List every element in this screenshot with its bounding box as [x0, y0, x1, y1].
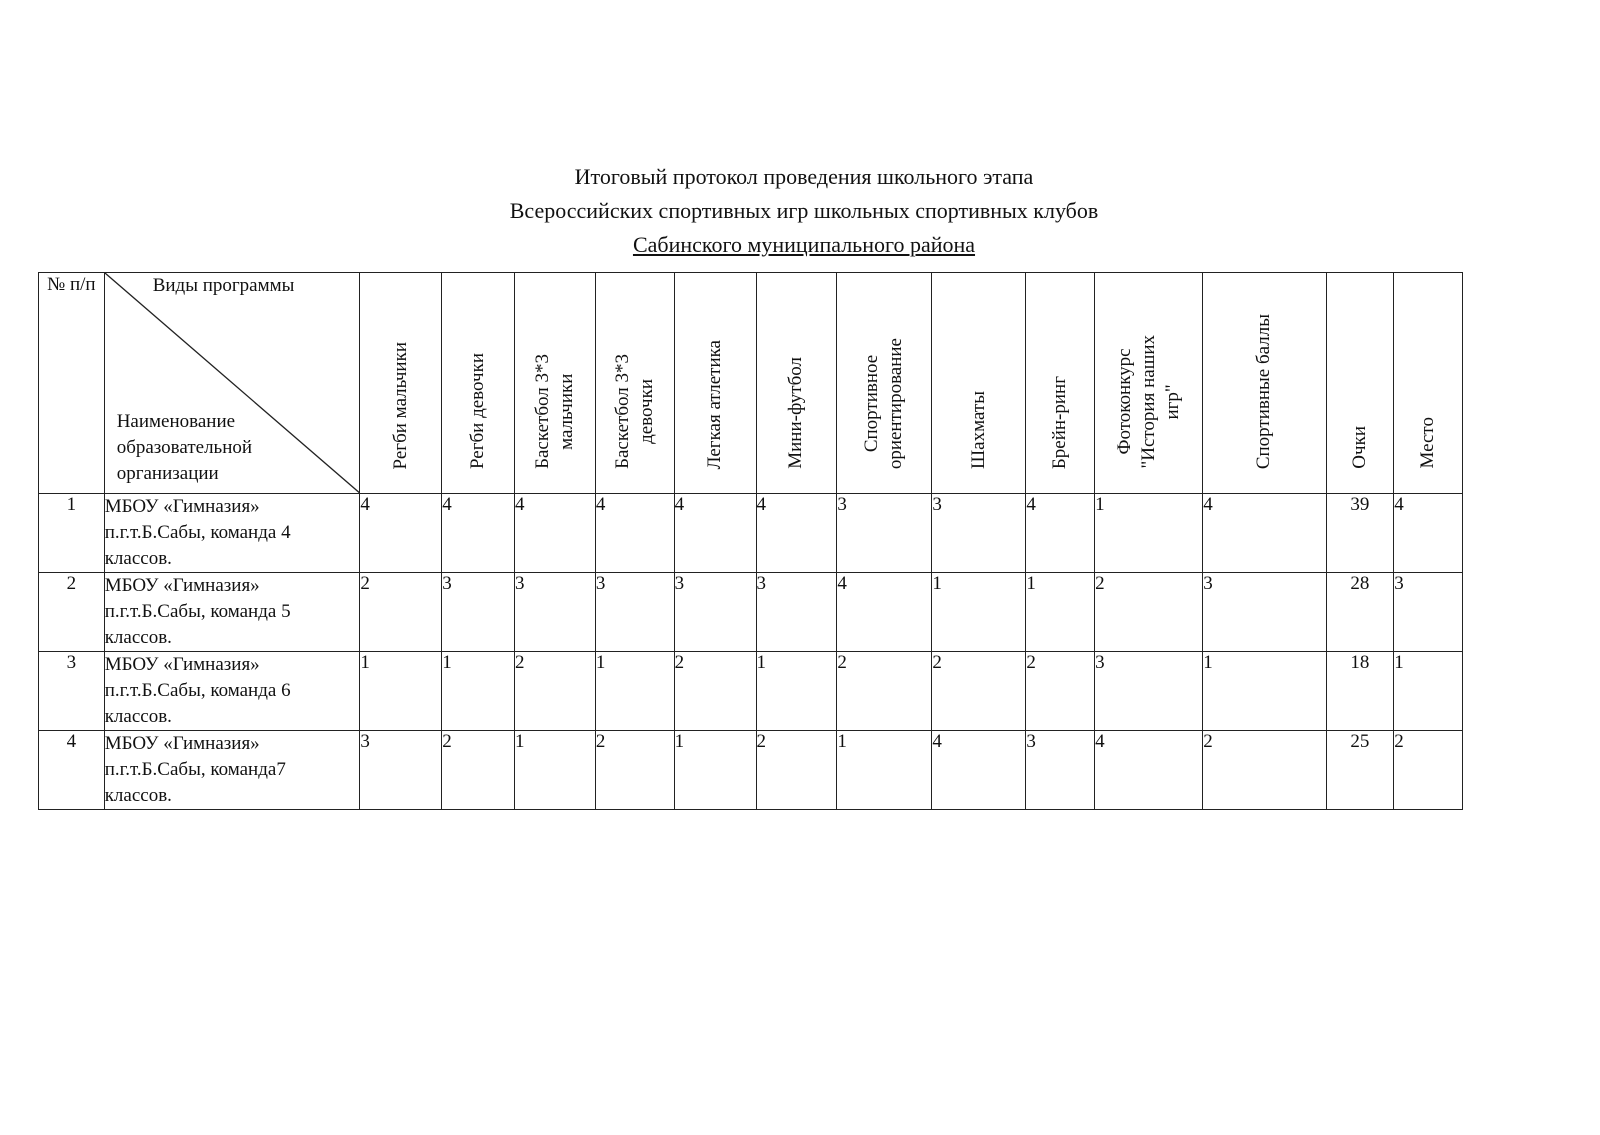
organization-line: классов. — [104, 627, 172, 648]
column-header-line: Шахматы — [967, 390, 989, 469]
column-header-line: Баскетбол 3*3 — [611, 354, 633, 469]
column-header-total-points — [1326, 273, 1394, 494]
column-header-line: Очки — [1348, 426, 1370, 469]
score-cell: 4 — [442, 494, 515, 573]
score-cell: 4 — [515, 494, 596, 573]
score-cell: 1 — [442, 652, 515, 731]
row-number: 2 — [39, 573, 105, 652]
score-cell: 1 — [515, 731, 596, 810]
score-cell: 2 — [1203, 731, 1326, 810]
column-header-line: мальчики — [555, 373, 577, 450]
column-header-line: Мини-футбол — [785, 357, 807, 469]
score-cell: 2 — [595, 731, 674, 810]
results-table — [38, 272, 1463, 810]
score-cell: 2 — [360, 573, 442, 652]
column-header-basketball-girls — [595, 273, 674, 494]
column-header-line: Брейн-ринг — [1049, 375, 1071, 469]
column-header-rugby-girls — [442, 273, 515, 494]
organization-line: классов. — [104, 785, 172, 806]
number-header-label: № п/п — [47, 274, 96, 295]
column-header-line: Спортивное — [861, 354, 883, 453]
column-header-photo-contest — [1095, 273, 1203, 494]
score-cell: 2 — [837, 652, 932, 731]
score-cell: 2 — [932, 652, 1026, 731]
score-cell: 2 — [674, 652, 756, 731]
organization-cell — [104, 731, 360, 810]
score-cell: 2 — [515, 652, 596, 731]
organization-line: п.г.т.Б.Сабы, команда 5 — [104, 601, 291, 622]
column-header-orienteering — [837, 273, 932, 494]
score-cell: 2 — [442, 731, 515, 810]
place-cell: 1 — [1394, 652, 1463, 731]
column-header-line: игр" — [1161, 384, 1183, 420]
score-cell: 4 — [674, 494, 756, 573]
organization-line: п.г.т.Б.Сабы, команда 4 — [104, 522, 291, 543]
score-cell: 4 — [837, 573, 932, 652]
column-header-line: "История наших — [1137, 335, 1159, 469]
organization-line: МБОУ «Гимназия» — [104, 733, 260, 754]
organization-line: классов. — [104, 706, 172, 727]
organization-line: МБОУ «Гимназия» — [104, 575, 260, 596]
organization-line: МБОУ «Гимназия» — [104, 654, 260, 675]
organization-cell — [104, 494, 360, 573]
title-line-2: Всероссийских спортивных игр школьных спортивных клубов — [509, 198, 1099, 223]
score-cell: 1 — [1026, 573, 1095, 652]
score-cell: 1 — [1203, 652, 1326, 731]
score-cell: 3 — [932, 494, 1026, 573]
place-cell: 3 — [1394, 573, 1463, 652]
row-number: 3 — [39, 652, 105, 731]
place-cell: 2 — [1394, 731, 1463, 810]
column-header-line: Баскетбол 3*3 — [531, 354, 553, 469]
column-header-rugby-boys — [360, 273, 442, 494]
column-header-athletics — [674, 273, 756, 494]
score-cell: 1 — [932, 573, 1026, 652]
score-cell: 3 — [515, 573, 596, 652]
column-header-basketball-boys — [515, 273, 596, 494]
column-header-line: Регби мальчики — [389, 341, 411, 469]
column-header-mini-football — [756, 273, 837, 494]
title-line-3: Сабинского муниципального района — [632, 232, 976, 257]
diagonal-header — [104, 273, 360, 494]
organization-cell — [104, 573, 360, 652]
organization-name-label — [117, 409, 252, 487]
score-cell: 1 — [595, 652, 674, 731]
score-cell: 1 — [360, 652, 442, 731]
column-header-line: Фотоконкурс — [1113, 349, 1135, 456]
organization-label-line: образовательной — [116, 437, 253, 458]
score-cell: 3 — [756, 573, 837, 652]
score-cell: 4 — [756, 494, 837, 573]
score-cell: 3 — [1095, 652, 1203, 731]
title-line-1: Итоговый протокол проведения школьного этапа — [574, 164, 1034, 189]
number-header — [39, 273, 105, 494]
column-header-sport-points — [1203, 273, 1326, 494]
organization-label-line: организации — [116, 463, 219, 484]
column-header-line: Спортивные баллы — [1253, 313, 1275, 469]
score-cell: 3 — [442, 573, 515, 652]
column-header-line: Место — [1417, 417, 1439, 469]
total-points-cell: 18 — [1326, 652, 1394, 731]
score-cell: 2 — [756, 731, 837, 810]
total-points-cell: 25 — [1326, 731, 1394, 810]
score-cell: 4 — [595, 494, 674, 573]
score-cell: 4 — [1095, 731, 1203, 810]
column-header-line: Легкая атлетика — [704, 339, 726, 469]
organization-line: МБОУ «Гимназия» — [104, 496, 260, 517]
organization-line: п.г.т.Б.Сабы, команда 6 — [104, 680, 291, 701]
score-cell: 4 — [932, 731, 1026, 810]
column-header-place — [1394, 273, 1463, 494]
header-row — [39, 273, 1463, 494]
table-row — [39, 573, 1463, 652]
row-number: 4 — [39, 731, 105, 810]
table-row — [39, 652, 1463, 731]
total-points-cell: 39 — [1326, 494, 1394, 573]
score-cell: 4 — [1026, 494, 1095, 573]
organization-cell — [104, 652, 360, 731]
score-cell: 3 — [360, 731, 442, 810]
score-cell: 4 — [360, 494, 442, 573]
organization-line: п.г.т.Б.Сабы, команда7 — [104, 759, 286, 780]
document-title — [0, 160, 1600, 262]
score-cell: 2 — [1026, 652, 1095, 731]
score-cell: 3 — [595, 573, 674, 652]
score-cell: 2 — [1095, 573, 1203, 652]
place-cell: 4 — [1394, 494, 1463, 573]
score-cell: 4 — [1203, 494, 1326, 573]
score-cell: 1 — [756, 652, 837, 731]
organization-line: классов. — [104, 548, 172, 569]
table-row — [39, 731, 1463, 810]
score-cell: 1 — [837, 731, 932, 810]
column-header-line: Регби девочки — [467, 352, 489, 469]
column-header-brain-ring — [1026, 273, 1095, 494]
column-header-line: ориентирование — [885, 337, 907, 469]
score-cell: 3 — [674, 573, 756, 652]
table-row — [39, 494, 1463, 573]
score-cell: 3 — [1203, 573, 1326, 652]
program-types-label: Виды программы — [152, 275, 295, 296]
organization-label-line: Наименование — [116, 411, 236, 432]
score-cell: 1 — [674, 731, 756, 810]
score-cell: 3 — [1026, 731, 1095, 810]
column-header-chess — [932, 273, 1026, 494]
total-points-cell: 28 — [1326, 573, 1394, 652]
row-number: 1 — [39, 494, 105, 573]
column-header-line: девочки — [635, 379, 657, 444]
score-cell: 3 — [837, 494, 932, 573]
score-cell: 1 — [1095, 494, 1203, 573]
